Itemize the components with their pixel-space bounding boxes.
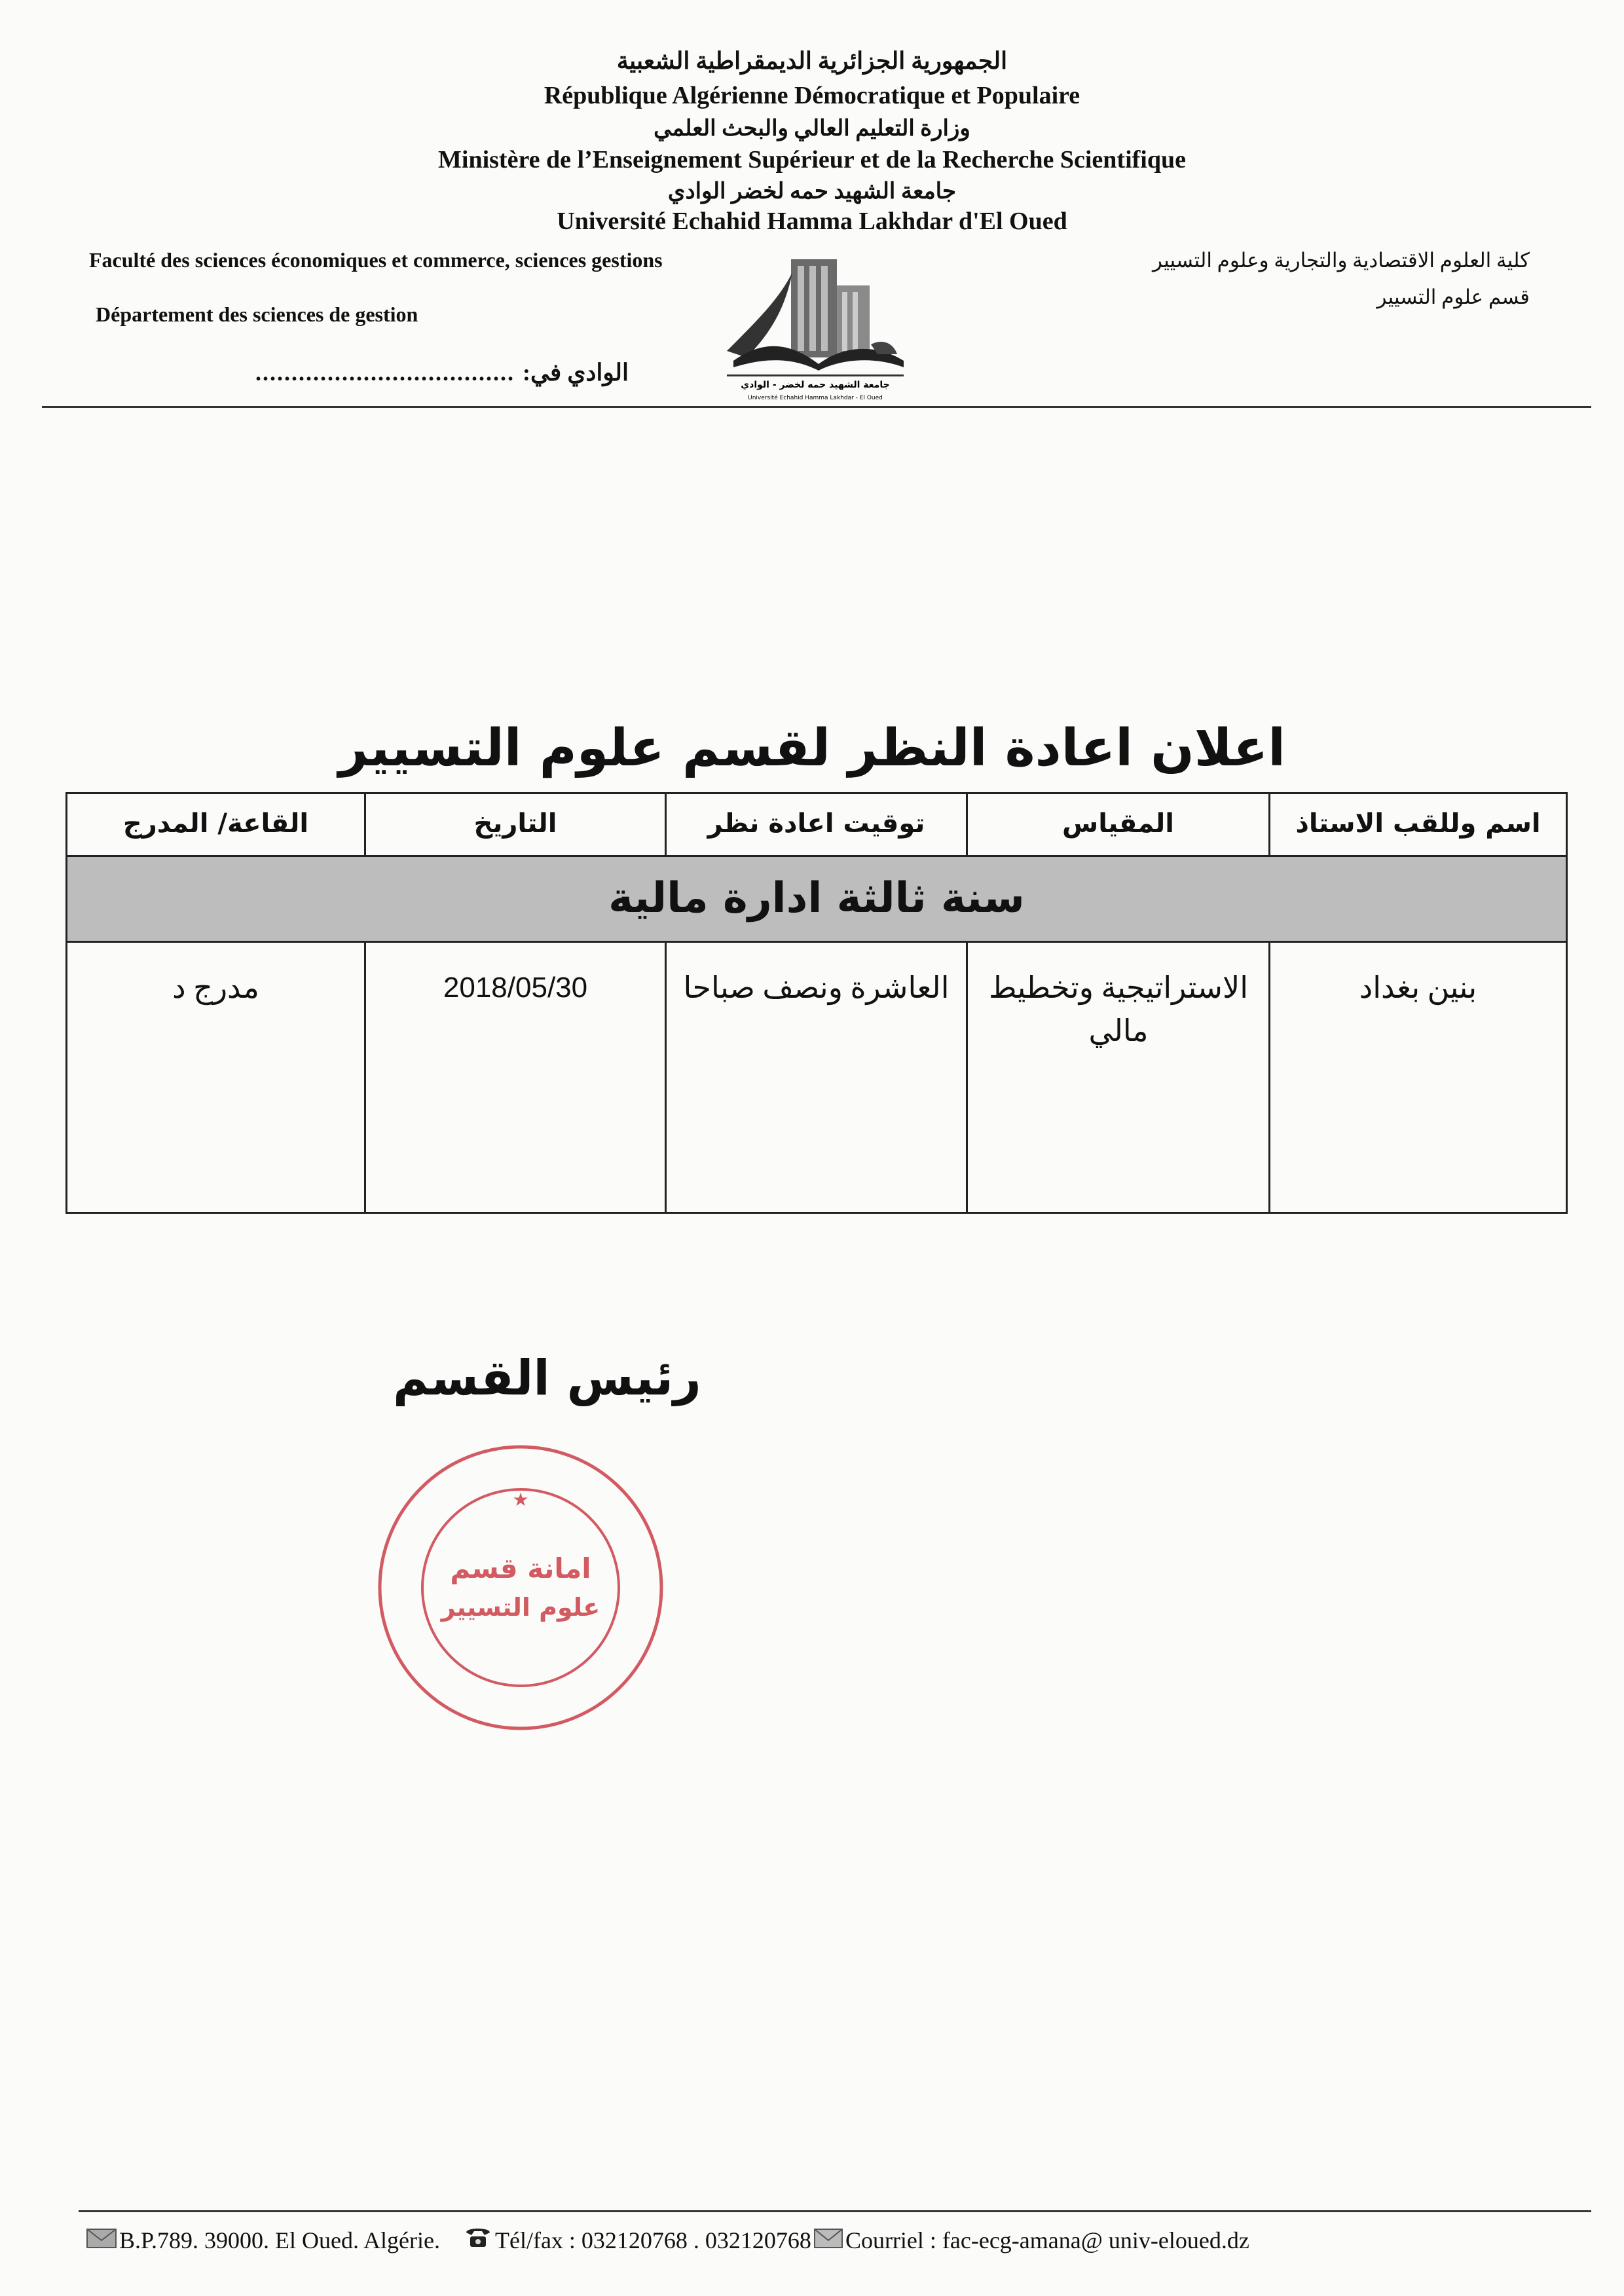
- department-name-ar: قسم علوم التسيير: [1376, 285, 1530, 308]
- cell-time: العاشرة ونصف صباحا: [683, 971, 950, 1004]
- department-stamp: [367, 1434, 674, 1741]
- table-divider: [966, 943, 968, 1212]
- faculty-name-ar: كلية العلوم الاقتصادية والتجارية وعلوم التسيير: [1153, 249, 1530, 272]
- svg-text:جامعة الوادي - كلية العلوم الا: [367, 1434, 377, 1439]
- stamp-star-icon: ★: [512, 1489, 529, 1510]
- date-line: [210, 359, 629, 386]
- header-cell-room: القاعة/ المدرج: [122, 809, 309, 839]
- footer-address: B.P.789. 39000. El Oued. Algérie.: [119, 2227, 440, 2253]
- university-logo-icon: [720, 246, 910, 403]
- date-placeholder-dots: ....................................: [255, 359, 515, 386]
- department-name-fr: Département des sciences de gestion: [96, 302, 418, 326]
- cell-room: مدرج د: [172, 971, 259, 1004]
- logo-caption-fr: Université Echahid Hamma Lakhdar - El Oued: [748, 395, 883, 401]
- date-label: الوادي في:: [523, 359, 629, 386]
- header-fr-university: Université Echahid Hamma Lakhdar d'El Oued: [557, 208, 1067, 235]
- header-cell-date: التاريخ: [473, 809, 557, 839]
- cell-teacher: بنين بغداد: [1359, 971, 1477, 1004]
- stamp-inner-line-1: امانة قسم: [450, 1552, 591, 1584]
- cell-date: 2018/05/30: [443, 972, 588, 1004]
- announcement-title: اعلان اعادة النظر لقسم علوم التسيير: [339, 719, 1285, 778]
- header-cell-teacher: اسم وللقب الاستاذ: [1295, 809, 1541, 839]
- mail-icon: [86, 2227, 117, 2254]
- header-ar-republic: الجمهورية الجزائرية الديمقراطية الشعبية: [616, 48, 1008, 74]
- header-ar-university: جامعة الشهيد حمه لخضر الوادي: [667, 179, 957, 204]
- email-icon: [814, 2227, 843, 2254]
- stamp-outer-text: [367, 1434, 377, 1439]
- header-ar-ministry: وزارة التعليم العالي والبحث العلمي: [654, 117, 970, 141]
- header-divider: [42, 406, 1591, 408]
- header-cell-module: المقياس: [1062, 809, 1174, 839]
- logo-caption-ar: جامعة الشهيد حمه لخضر - الوادي: [741, 380, 890, 390]
- university-logo: [720, 246, 910, 403]
- phone-icon: [464, 2226, 492, 2254]
- header-fr-republic: République Algérienne Démocratique et Populaire: [544, 82, 1080, 109]
- footer: [86, 2226, 1593, 2254]
- cell-module: الاستراتيجية وتخطيط مالي: [988, 971, 1248, 1048]
- footer-email: Courriel : fac-ecg-amana@ univ-eloued.dz: [845, 2227, 1249, 2253]
- stamp-inner-line-2: علوم التسيير: [441, 1593, 600, 1622]
- head-of-department-title: رئيس القسم: [393, 1350, 701, 1406]
- footer-tel: Tél/fax : 032120768 . 032120768: [494, 2227, 811, 2253]
- faculty-name-fr: Faculté des sciences économiques et commerce, sciences gestions: [89, 248, 663, 272]
- schedule-table: [65, 792, 1568, 1214]
- year-banner: سنة ثالثة ادارة مالية: [67, 855, 1566, 943]
- header-fr-ministry: Ministère de l’Enseignement Supérieur et de la Recherche Scientifique: [438, 146, 1186, 173]
- footer-divider: [79, 2210, 1591, 2212]
- header-cell-time: توقيت اعادة نظر: [707, 809, 925, 839]
- stamp-icon: [367, 1434, 674, 1741]
